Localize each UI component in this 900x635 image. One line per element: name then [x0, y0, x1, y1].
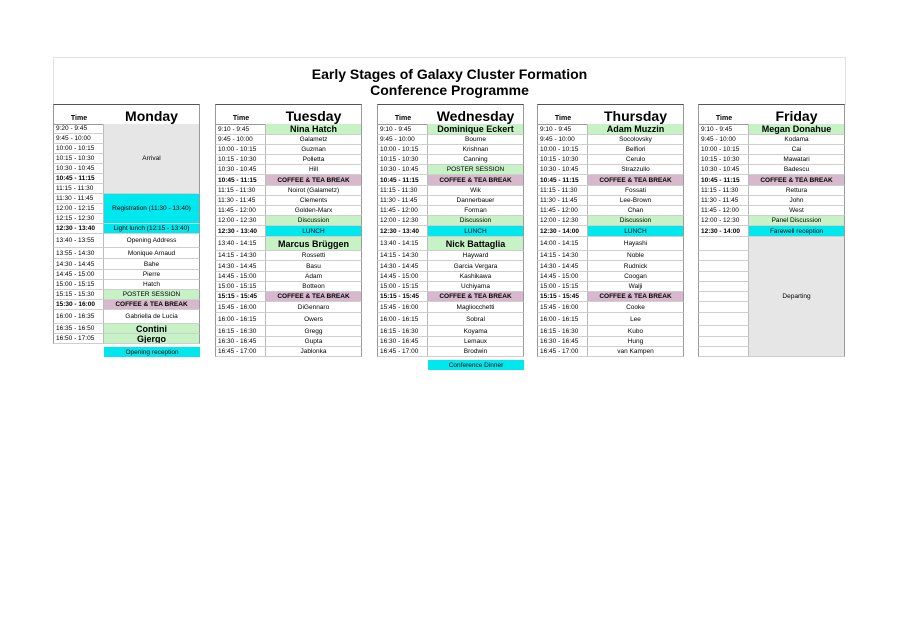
time-slot: 15:45 - 16:00: [537, 302, 588, 313]
session-cell-gupta: Gupta: [266, 337, 362, 347]
session-cell-lemaux: Lemaux: [428, 337, 524, 347]
session-cell-adam-muzzin: Adam Muzzin: [588, 124, 684, 135]
time-slot: 9:45 - 10:00: [53, 134, 104, 144]
session-cell-hayashi: Hayashi: [588, 237, 684, 251]
session-cell-koyama: Koyama: [428, 326, 524, 337]
time-slot: 13:40 - 14:15: [215, 237, 266, 251]
time-slot: 15:00 - 15:15: [377, 282, 428, 292]
time-slot: 14:30 - 14:45: [53, 259, 104, 270]
time-slot: 16:00 - 16:15: [377, 313, 428, 326]
time-slot: 10:45 - 11:15: [53, 174, 104, 184]
time-slot: [698, 313, 749, 326]
time-slot: 10:30 - 10:45: [537, 165, 588, 175]
time-slot: [698, 292, 749, 302]
time-slot: 11:30 - 11:45: [537, 196, 588, 206]
session-cell-canning: Canning: [428, 155, 524, 165]
time-slot: 14:45 - 15:00: [53, 270, 104, 280]
session-cell-kashikawa: Kashikawa: [428, 272, 524, 282]
time-slot: 16:45 - 17:00: [377, 347, 428, 357]
time-column-header: Time: [537, 104, 588, 124]
time-slot: 9:45 - 10:00: [215, 135, 266, 145]
session-cell-coffee-tea-break: COFFEE & TEA BREAK: [428, 175, 524, 186]
time-slot: 11:15 - 11:30: [215, 186, 266, 196]
session-cell-uchiyama: Uchiyama: [428, 282, 524, 292]
session-cell-arrival: Arrival: [104, 124, 200, 194]
session-cell-coffee-tea-break: COFFEE & TEA BREAK: [749, 175, 845, 186]
day-column-friday: [698, 104, 845, 378]
day-column-thursday: [537, 104, 684, 378]
session-cell-cooke: Cooke: [588, 302, 684, 313]
day-header: [537, 104, 684, 124]
time-slot: 10:00 - 10:15: [215, 145, 266, 155]
session-cell-monique-arnaud: Monique Arnaud: [104, 248, 200, 259]
time-slot: [698, 282, 749, 292]
session-cell-noble: Noble: [588, 251, 684, 261]
time-slot: 15:15 - 15:30: [53, 290, 104, 300]
time-slot: 11:45 - 12:00: [698, 206, 749, 216]
session-cell-golden-marx: Golden-Marx: [266, 206, 362, 216]
session-cell-coffee-tea-break: COFFEE & TEA BREAK: [104, 300, 200, 310]
session-cell-wik: Wik: [428, 186, 524, 196]
session-cell-lee: Lee: [588, 313, 684, 326]
session-cell-lunch: LUNCH: [266, 226, 362, 237]
day-name: Friday: [749, 104, 845, 124]
session-cell-garcia-vergara: Garcia Vergara: [428, 261, 524, 272]
session-cell-rudnick: Rudnick: [588, 261, 684, 272]
time-slot: 12:30 - 13:40: [377, 226, 428, 237]
conference-title: Early Stages of Galaxy Cluster Formation: [311, 66, 588, 82]
session-cell-mawatari: Mawatari: [749, 155, 845, 165]
session-cell-marcus-br-ggen: Marcus Brüggen: [266, 237, 362, 251]
session-cell-magliocchetti: Magliocchetti: [428, 302, 524, 313]
time-slot: 12:00 - 12:30: [377, 216, 428, 226]
time-slot: 9:10 - 9:45: [537, 124, 588, 135]
time-slot: 14:45 - 15:00: [377, 272, 428, 282]
time-slot: 12:00 - 12:30: [698, 216, 749, 226]
time-slot: 10:45 - 11:15: [698, 175, 749, 186]
time-slot: 11:45 - 12:00: [537, 206, 588, 216]
time-slot: 10:30 - 10:45: [53, 164, 104, 174]
day-header: [698, 104, 845, 124]
session-cell-coffee-tea-break: COFFEE & TEA BREAK: [266, 292, 362, 302]
time-slot: 9:10 - 9:45: [698, 124, 749, 135]
time-slot: [698, 347, 749, 357]
time-slot: 11:15 - 11:30: [53, 184, 104, 194]
time-slot: 11:30 - 11:45: [698, 196, 749, 206]
time-slot: 16:00 - 16:15: [537, 313, 588, 326]
time-slot: 13:55 - 14:30: [53, 248, 104, 259]
day-column-tuesday: [215, 104, 362, 378]
time-slot: 10:15 - 10:30: [215, 155, 266, 165]
time-slot: 15:00 - 15:15: [53, 280, 104, 290]
session-cell-badescu: Badescu: [749, 165, 845, 175]
time-slot: 15:15 - 15:45: [377, 292, 428, 302]
session-cell-basu: Basu: [266, 261, 362, 272]
time-slot: 9:20 - 9:45: [53, 124, 104, 134]
time-slot: 16:45 - 17:00: [215, 347, 266, 357]
session-cell-hill: Hill: [266, 165, 362, 175]
time-slot: 10:15 - 10:30: [53, 154, 104, 164]
session-cell-belfiori: Belfiori: [588, 145, 684, 155]
time-slot: 14:45 - 15:00: [215, 272, 266, 282]
time-slot: 11:45 - 12:00: [215, 206, 266, 216]
time-slot: 10:00 - 10:15: [537, 145, 588, 155]
time-slot: 14:45 - 15:00: [537, 272, 588, 282]
session-cell-galametz: Galametz: [266, 135, 362, 145]
time-slot: 14:30 - 14:45: [215, 261, 266, 272]
session-cell-john: John: [749, 196, 845, 206]
time-slot: [698, 326, 749, 337]
time-slot: 10:00 - 10:15: [377, 145, 428, 155]
time-slot: 12:30 - 13:40: [53, 224, 104, 234]
time-slot: 10:00 - 10:15: [53, 144, 104, 154]
time-slot: 10:15 - 10:30: [537, 155, 588, 165]
time-slot: 15:00 - 15:15: [537, 282, 588, 292]
session-cell-light-lunch-12-15-13-40: Light lunch (12:15 - 13:40): [104, 224, 200, 234]
session-cell-socolovsky: Socolovsky: [588, 135, 684, 145]
time-slot: 9:10 - 9:45: [215, 124, 266, 135]
time-slot: 11:30 - 11:45: [377, 196, 428, 206]
session-cell-rossetti: Rossetti: [266, 251, 362, 261]
session-cell-hung: Hung: [588, 337, 684, 347]
programme-title-block: [53, 57, 846, 105]
time-slot: 16:15 - 16:30: [537, 326, 588, 337]
session-cell-van-kampen: van Kampen: [588, 347, 684, 357]
session-cell-cerulo: Cerulo: [588, 155, 684, 165]
day-name: Thursday: [588, 104, 684, 124]
time-slot: [698, 251, 749, 261]
session-cell-coffee-tea-break: COFFEE & TEA BREAK: [266, 175, 362, 186]
session-cell-dannerbauer: Dannerbauer: [428, 196, 524, 206]
time-slot: 16:45 - 17:00: [537, 347, 588, 357]
time-slot: 10:45 - 11:15: [537, 175, 588, 186]
session-cell-clements: Clements: [266, 196, 362, 206]
time-slot: 11:45 - 12:00: [377, 206, 428, 216]
day-column-monday: [53, 104, 200, 378]
time-slot: 11:15 - 11:30: [537, 186, 588, 196]
session-cell-bourne: Bourne: [428, 135, 524, 145]
time-slot: 12:30 - 14:00: [698, 226, 749, 237]
time-slot: [698, 261, 749, 272]
session-cell-discussion: Discussion: [266, 216, 362, 226]
time-slot: [698, 272, 749, 282]
session-cell-discussion: Discussion: [428, 216, 524, 226]
time-slot: 10:30 - 10:45: [377, 165, 428, 175]
evening-event-opening-reception: Opening reception: [104, 347, 200, 357]
time-slot: 14:00 - 14:15: [537, 237, 588, 251]
time-slot: 12:00 - 12:30: [215, 216, 266, 226]
session-cell-panel-discussion: Panel Discussion: [749, 216, 845, 226]
time-slot: 16:35 - 16:50: [53, 324, 104, 334]
session-cell-lunch: LUNCH: [588, 226, 684, 237]
time-column-header: Time: [377, 104, 428, 124]
time-slot: 15:00 - 15:15: [215, 282, 266, 292]
session-cell-adam: Adam: [266, 272, 362, 282]
session-cell-owers: Owers: [266, 313, 362, 326]
time-slot: 11:15 - 11:30: [377, 186, 428, 196]
session-cell-contini: Contini: [104, 324, 200, 334]
time-slot: 9:10 - 9:45: [377, 124, 428, 135]
session-cell-coffee-tea-break: COFFEE & TEA BREAK: [588, 175, 684, 186]
time-slot: 13:40 - 14:15: [377, 237, 428, 251]
session-cell-gjergo: Gjergo: [104, 334, 200, 344]
session-cell-pierre: Pierre: [104, 270, 200, 280]
session-cell-forman: Forman: [428, 206, 524, 216]
session-cell-gregg: Gregg: [266, 326, 362, 337]
time-slot: 11:30 - 11:45: [215, 196, 266, 206]
time-slot: 12:15 - 12:30: [53, 214, 104, 224]
session-cell-departing: Departing: [749, 237, 845, 357]
time-slot: 10:45 - 11:15: [377, 175, 428, 186]
time-slot: 12:00 - 12:30: [537, 216, 588, 226]
session-cell-bahe: Bahe: [104, 259, 200, 270]
time-slot: 10:45 - 11:15: [215, 175, 266, 186]
day-name: Wednesday: [428, 104, 524, 124]
time-slot: 15:15 - 15:45: [215, 292, 266, 302]
session-cell-discussion: Discussion: [588, 216, 684, 226]
session-cell-strazzullo: Strazzullo: [588, 165, 684, 175]
session-cell-fossati: Fossati: [588, 186, 684, 196]
time-slot: 14:30 - 14:45: [377, 261, 428, 272]
session-cell-sobral: Sobral: [428, 313, 524, 326]
time-slot: 16:15 - 16:30: [377, 326, 428, 337]
session-cell-chan: Chan: [588, 206, 684, 216]
time-slot: [698, 337, 749, 347]
time-slot: [698, 237, 749, 251]
time-slot: 16:30 - 16:45: [215, 337, 266, 347]
session-cell-kubo: Kubo: [588, 326, 684, 337]
session-cell-hatch: Hatch: [104, 280, 200, 290]
day-name: Tuesday: [266, 104, 362, 124]
time-slot: 9:45 - 10:00: [698, 135, 749, 145]
time-slot: 16:50 - 17:05: [53, 334, 104, 344]
session-cell-poster-session: POSTER SESSION: [104, 290, 200, 300]
time-slot: 16:30 - 16:45: [377, 337, 428, 347]
evening-event-conference-dinner: Conference Dinner: [428, 360, 524, 370]
session-cell-registration-11-30-13-40: Registration (11:30 - 13:40): [104, 194, 200, 224]
day-name: Monday: [104, 104, 200, 124]
time-slot: 10:00 - 10:15: [698, 145, 749, 155]
time-slot: 14:15 - 14:30: [215, 251, 266, 261]
time-slot: [698, 302, 749, 313]
time-slot: 10:30 - 10:45: [698, 165, 749, 175]
time-slot: 15:45 - 16:00: [377, 302, 428, 313]
session-cell-coffee-tea-break: COFFEE & TEA BREAK: [428, 292, 524, 302]
day-header: [377, 104, 524, 124]
day-column-wednesday: [377, 104, 524, 378]
session-cell-polletta: Polletta: [266, 155, 362, 165]
time-column-header: Time: [215, 104, 266, 124]
time-slot: 12:30 - 14:00: [537, 226, 588, 237]
session-cell-farewell-reception: Farewell reception: [749, 226, 845, 237]
session-cell-walji: Walji: [588, 282, 684, 292]
session-cell-lunch: LUNCH: [428, 226, 524, 237]
session-cell-nick-battaglia: Nick Battaglia: [428, 237, 524, 251]
session-cell-opening-address: Opening Address: [104, 234, 200, 248]
time-slot: 9:45 - 10:00: [377, 135, 428, 145]
time-slot: 15:15 - 15:45: [537, 292, 588, 302]
time-slot: 12:30 - 13:40: [215, 226, 266, 237]
session-cell-coffee-tea-break: COFFEE & TEA BREAK: [588, 292, 684, 302]
session-cell-dominique-eckert: Dominique Eckert: [428, 124, 524, 135]
session-cell-megan-donahue: Megan Donahue: [749, 124, 845, 135]
session-cell-coogan: Coogan: [588, 272, 684, 282]
session-cell-cai: Cai: [749, 145, 845, 155]
time-slot: 10:30 - 10:45: [215, 165, 266, 175]
programme-subtitle: Conference Programme: [370, 82, 529, 98]
time-slot: 12:00 - 12:15: [53, 204, 104, 214]
session-cell-brodwin: Brodwin: [428, 347, 524, 357]
session-cell-kodama: Kodama: [749, 135, 845, 145]
session-cell-hayward: Hayward: [428, 251, 524, 261]
time-slot: 14:15 - 14:30: [537, 251, 588, 261]
time-slot: 11:15 - 11:30: [698, 186, 749, 196]
session-cell-digennaro: DiGennaro: [266, 302, 362, 313]
session-cell-botteon: Botteon: [266, 282, 362, 292]
time-slot: 16:15 - 16:30: [215, 326, 266, 337]
session-cell-gabriella-de-lucia: Gabriella de Lucia: [104, 310, 200, 324]
session-cell-noirot-galametz: Noirot (Galametz): [266, 186, 362, 196]
session-cell-nina-hatch: Nina Hatch: [266, 124, 362, 135]
time-column-header: Time: [53, 104, 104, 124]
time-slot: 16:00 - 16:35: [53, 310, 104, 324]
time-slot: 11:30 - 11:45: [53, 194, 104, 204]
day-header: [53, 104, 200, 124]
time-slot: 10:15 - 10:30: [698, 155, 749, 165]
time-column-header: Time: [698, 104, 749, 124]
session-cell-lee-brown: Lee-Brown: [588, 196, 684, 206]
session-cell-jablonka: Jablonka: [266, 347, 362, 357]
session-cell-west: West: [749, 206, 845, 216]
time-slot: 13:40 - 13:55: [53, 234, 104, 248]
session-cell-krishnan: Krishnan: [428, 145, 524, 155]
time-slot: 10:15 - 10:30: [377, 155, 428, 165]
time-slot: 16:30 - 16:45: [537, 337, 588, 347]
time-slot: 15:45 - 16:00: [215, 302, 266, 313]
time-slot: 15:30 - 16:00: [53, 300, 104, 310]
session-cell-poster-session: POSTER SESSION: [428, 165, 524, 175]
time-slot: 14:15 - 14:30: [377, 251, 428, 261]
time-slot: 16:00 - 16:15: [215, 313, 266, 326]
session-cell-guzman: Guzman: [266, 145, 362, 155]
time-slot: 9:45 - 10:00: [537, 135, 588, 145]
time-slot: 14:30 - 14:45: [537, 261, 588, 272]
day-header: [215, 104, 362, 124]
session-cell-rettura: Rettura: [749, 186, 845, 196]
